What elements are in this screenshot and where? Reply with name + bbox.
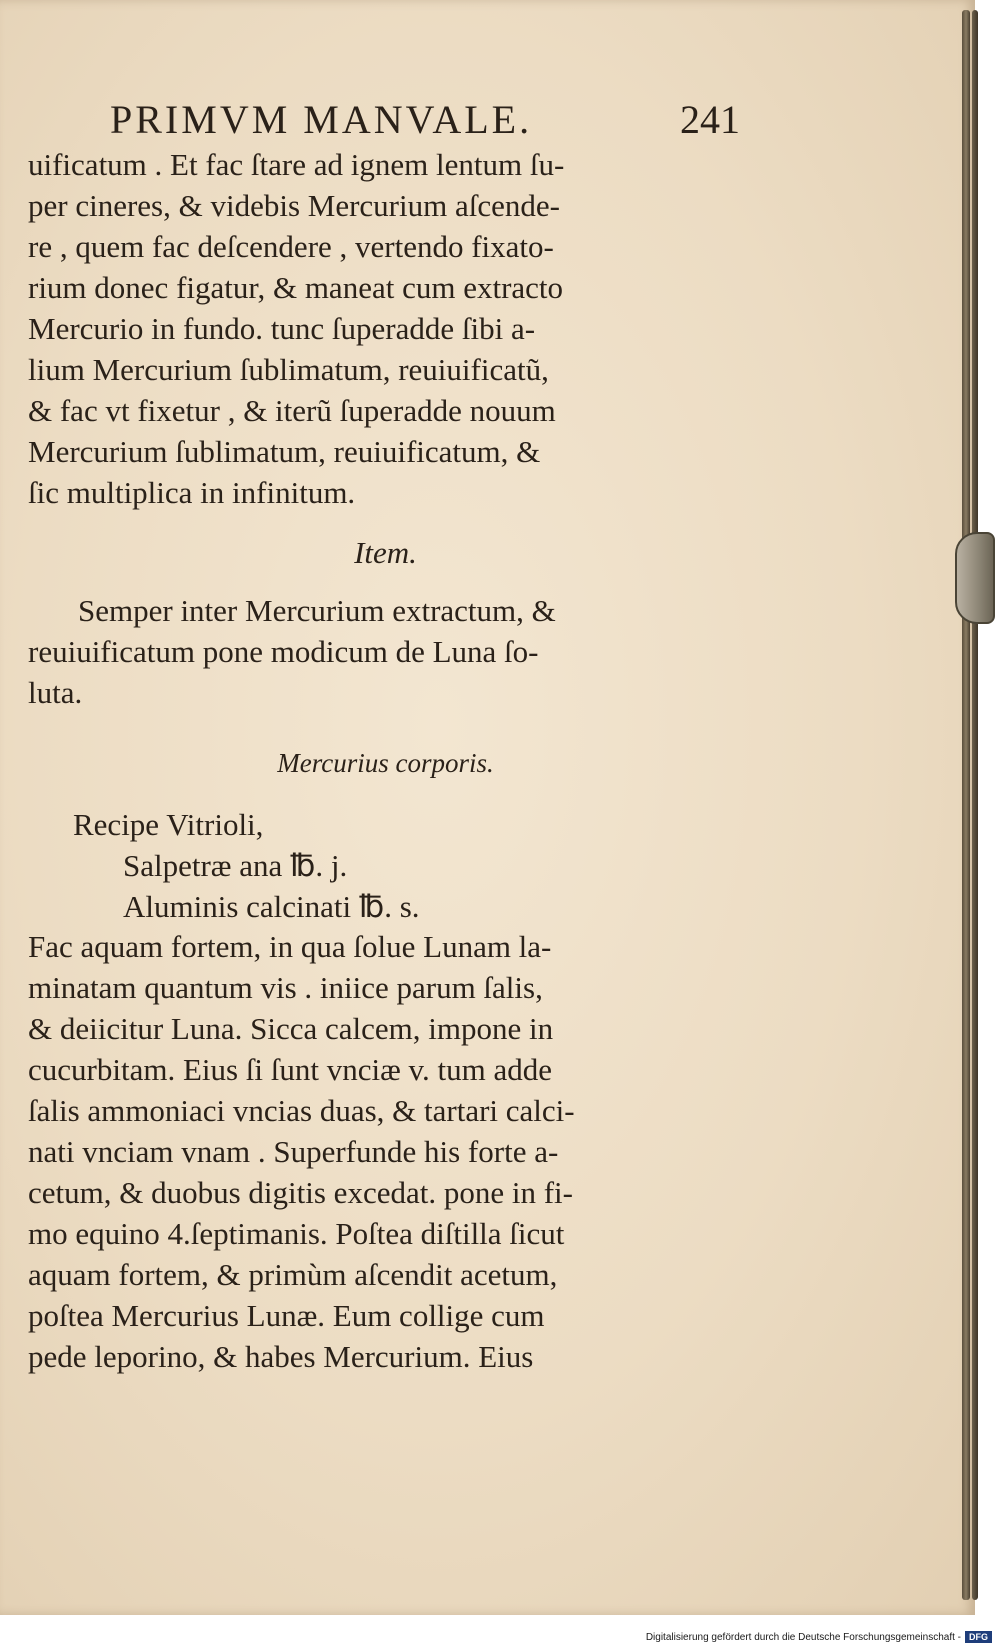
text-line: re , quem fac deſcendere , vertendo fixato-: [28, 229, 554, 264]
text-line: rium donec figatur, & maneat cum extracto: [28, 270, 564, 305]
text-line: aquam fortem, & primùm aſcendit acetum,: [28, 1257, 558, 1292]
page-edge: [962, 10, 970, 1600]
text-line: reuiuificatum pone modicum de Luna ſo-: [28, 634, 539, 669]
text-line: Fac aquam fortem, in qua ſolue Lunam la-: [28, 929, 552, 964]
text-line: nati vnciam vnam . Superfunde his forte a-: [28, 1134, 559, 1169]
text-line: per cineres, & videbis Mercurium aſcende-: [28, 188, 560, 223]
text-line: Mercurium ſublimatum, reuiuificatum, &: [28, 434, 541, 469]
page-clip: [955, 532, 995, 624]
text-line: Mercurio in fundo. tunc ſuperadde ſibi a-: [28, 311, 536, 346]
running-title: PRIMVM MANVALE.: [110, 97, 533, 142]
text-line: & fac vt fixetur , & iterũ ſuperadde nouum: [28, 393, 556, 428]
text-line: Semper inter Mercurium extractum, &: [78, 593, 556, 628]
text-line: ſic multiplica in infinitum.: [28, 475, 356, 510]
text-line: mo equino 4.ſeptimanis. Poſtea diſtilla ſicut: [28, 1216, 565, 1251]
text-line: lium Mercurium ſublimatum, reuiuificatũ,: [28, 352, 549, 387]
section-heading-mercurius: Mercurius corporis.: [277, 748, 494, 778]
text-line: cetum, & duobus digitis excedat. pone in fi-: [28, 1175, 573, 1210]
page-edge: [972, 10, 978, 1600]
text-line: poſtea Mercurius Lunæ. Eum collige cum: [28, 1298, 545, 1333]
footer-credit-text: Digitalisierung gefördert durch die Deutsche Forschungsgemeinschaft -: [645, 1631, 961, 1643]
dfg-logo: DFG: [965, 1631, 992, 1643]
section-heading-item: Item.: [354, 535, 417, 570]
text-line: & deiicitur Luna. Sicca calcem, impone in: [28, 1011, 554, 1046]
digitization-footer: [646, 1630, 992, 1644]
text-line: minatam quantum vis . iniice parum ſalis,: [28, 970, 543, 1005]
text-line: ſalis ammoniaci vncias duas, & tartari calci-: [28, 1093, 575, 1128]
text-line: uificatum . Et fac ſtare ad ignem lentum ſu-: [28, 147, 565, 182]
recipe-line: Aluminis calcinati ℔. s.: [123, 889, 420, 924]
text-line: cucurbitam. Eius ſi ſunt vnciæ v. tum adde: [28, 1052, 553, 1087]
running-header: [110, 96, 740, 146]
recipe-line: Recipe Vitrioli,: [73, 807, 264, 842]
text-line: pede leporino, & habes Mercurium. Eius: [28, 1339, 534, 1374]
recipe-line: Salpetræ ana ℔. j.: [123, 848, 348, 883]
text-line: luta.: [28, 675, 83, 710]
page-number: 241: [680, 97, 740, 142]
